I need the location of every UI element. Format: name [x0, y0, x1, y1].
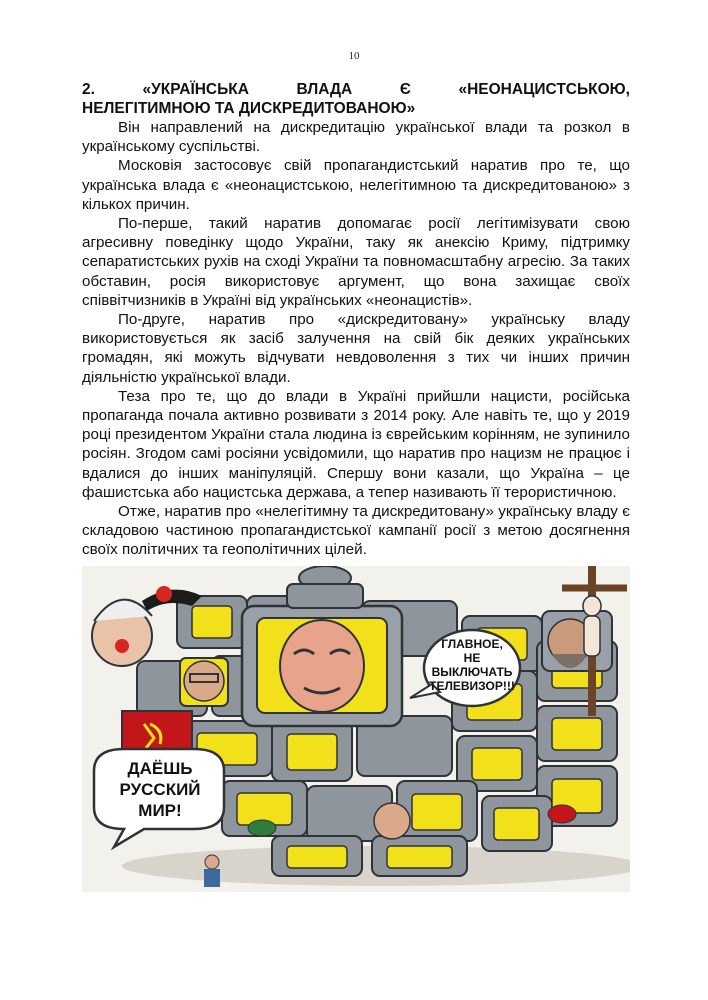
page-number: 10: [348, 50, 360, 62]
heading-word: ВЛАДА: [296, 81, 353, 98]
section-heading: [82, 80, 630, 118]
paragraph-5: Теза про те, що до влади в Україні прийшли нацисти, російська пропаганда почала активно розвивати з 2014 року. Але навіть те, що у 2019 році президентом України стала людина із єврейським корінням, не зупинило росіян. Згодом самі росіяни усвідомили, що наратив про нацизм не працює і вдалися до інших маніпуляцій. Спершу вони казали, що Україна – це фашистська або нацистська держава, а тепер називають її терористичною.: [82, 387, 630, 501]
paragraph-6: Отже, наратив про «нелегітимну та дискредитовану» українську владу є складовою частиною пропагандистської кампанії росії з метою досягнення своїх політичних та геополітичних цілей.: [82, 503, 630, 559]
bubble-left-line-2: РУССКИЙ: [119, 780, 201, 799]
caricature-face: [280, 620, 364, 712]
heading-line-2: НЕЛЕГІТИМНОЮ ТА ДИСКРЕДИТОВАНОЮ»: [82, 100, 416, 117]
clown-nose: [115, 639, 129, 653]
propaganda-cartoon: [82, 566, 630, 892]
paragraph-1: Він направлений на дискредитацію української влади та розкол в українському суспільстві.: [82, 119, 630, 156]
paragraph-3: По-перше, такий наратив допомагає росії легітимізувати свою агресивну поведінку щодо України, таку як анексію Криму, підтримку сепаратистських рухів на сході України та повномасштабну агресію. За таких обставин, росія використовує аргумент, що вона захищає своїх співвітчизників в Україні від українських «неонацистів».: [82, 215, 630, 309]
heading-word: «НЕОНАЦИСТСЬКОЮ,: [458, 81, 630, 98]
bubble-left-line-3: МИР!: [138, 801, 182, 820]
bubble-right-line-4: ТЕЛЕВИЗОР!!!: [429, 679, 515, 693]
paragraph-2: Московія застосовує свій пропагандистський наратив про те, що українська влада є «неонацистською, нелегітимною та дискредитованою» з кількох причин.: [82, 157, 630, 213]
heading-line-1: [82, 80, 630, 99]
bubble-right-line-2: НЕ: [463, 651, 481, 665]
bubble-right-line-3: ВЫКЛЮЧАТЬ: [431, 665, 513, 679]
text-block: [82, 80, 630, 560]
bubble-left-line-1: ДАЁШЬ: [127, 759, 193, 778]
heading-word: Є: [399, 81, 411, 98]
paragraph-4: По-друге, наратив про «дискредитовану» українську владу використовується як засіб залучення на свій бік деяких українських громадян, які можуть відчувати невдоволення з тих чи інших причин діяльністю української влади.: [82, 311, 630, 386]
heading-number: 2.: [82, 81, 95, 98]
heading-word: «УКРАЇНСЬКА: [142, 81, 249, 98]
bubble-right-line-1: ГЛАВНОЕ,: [441, 637, 503, 651]
